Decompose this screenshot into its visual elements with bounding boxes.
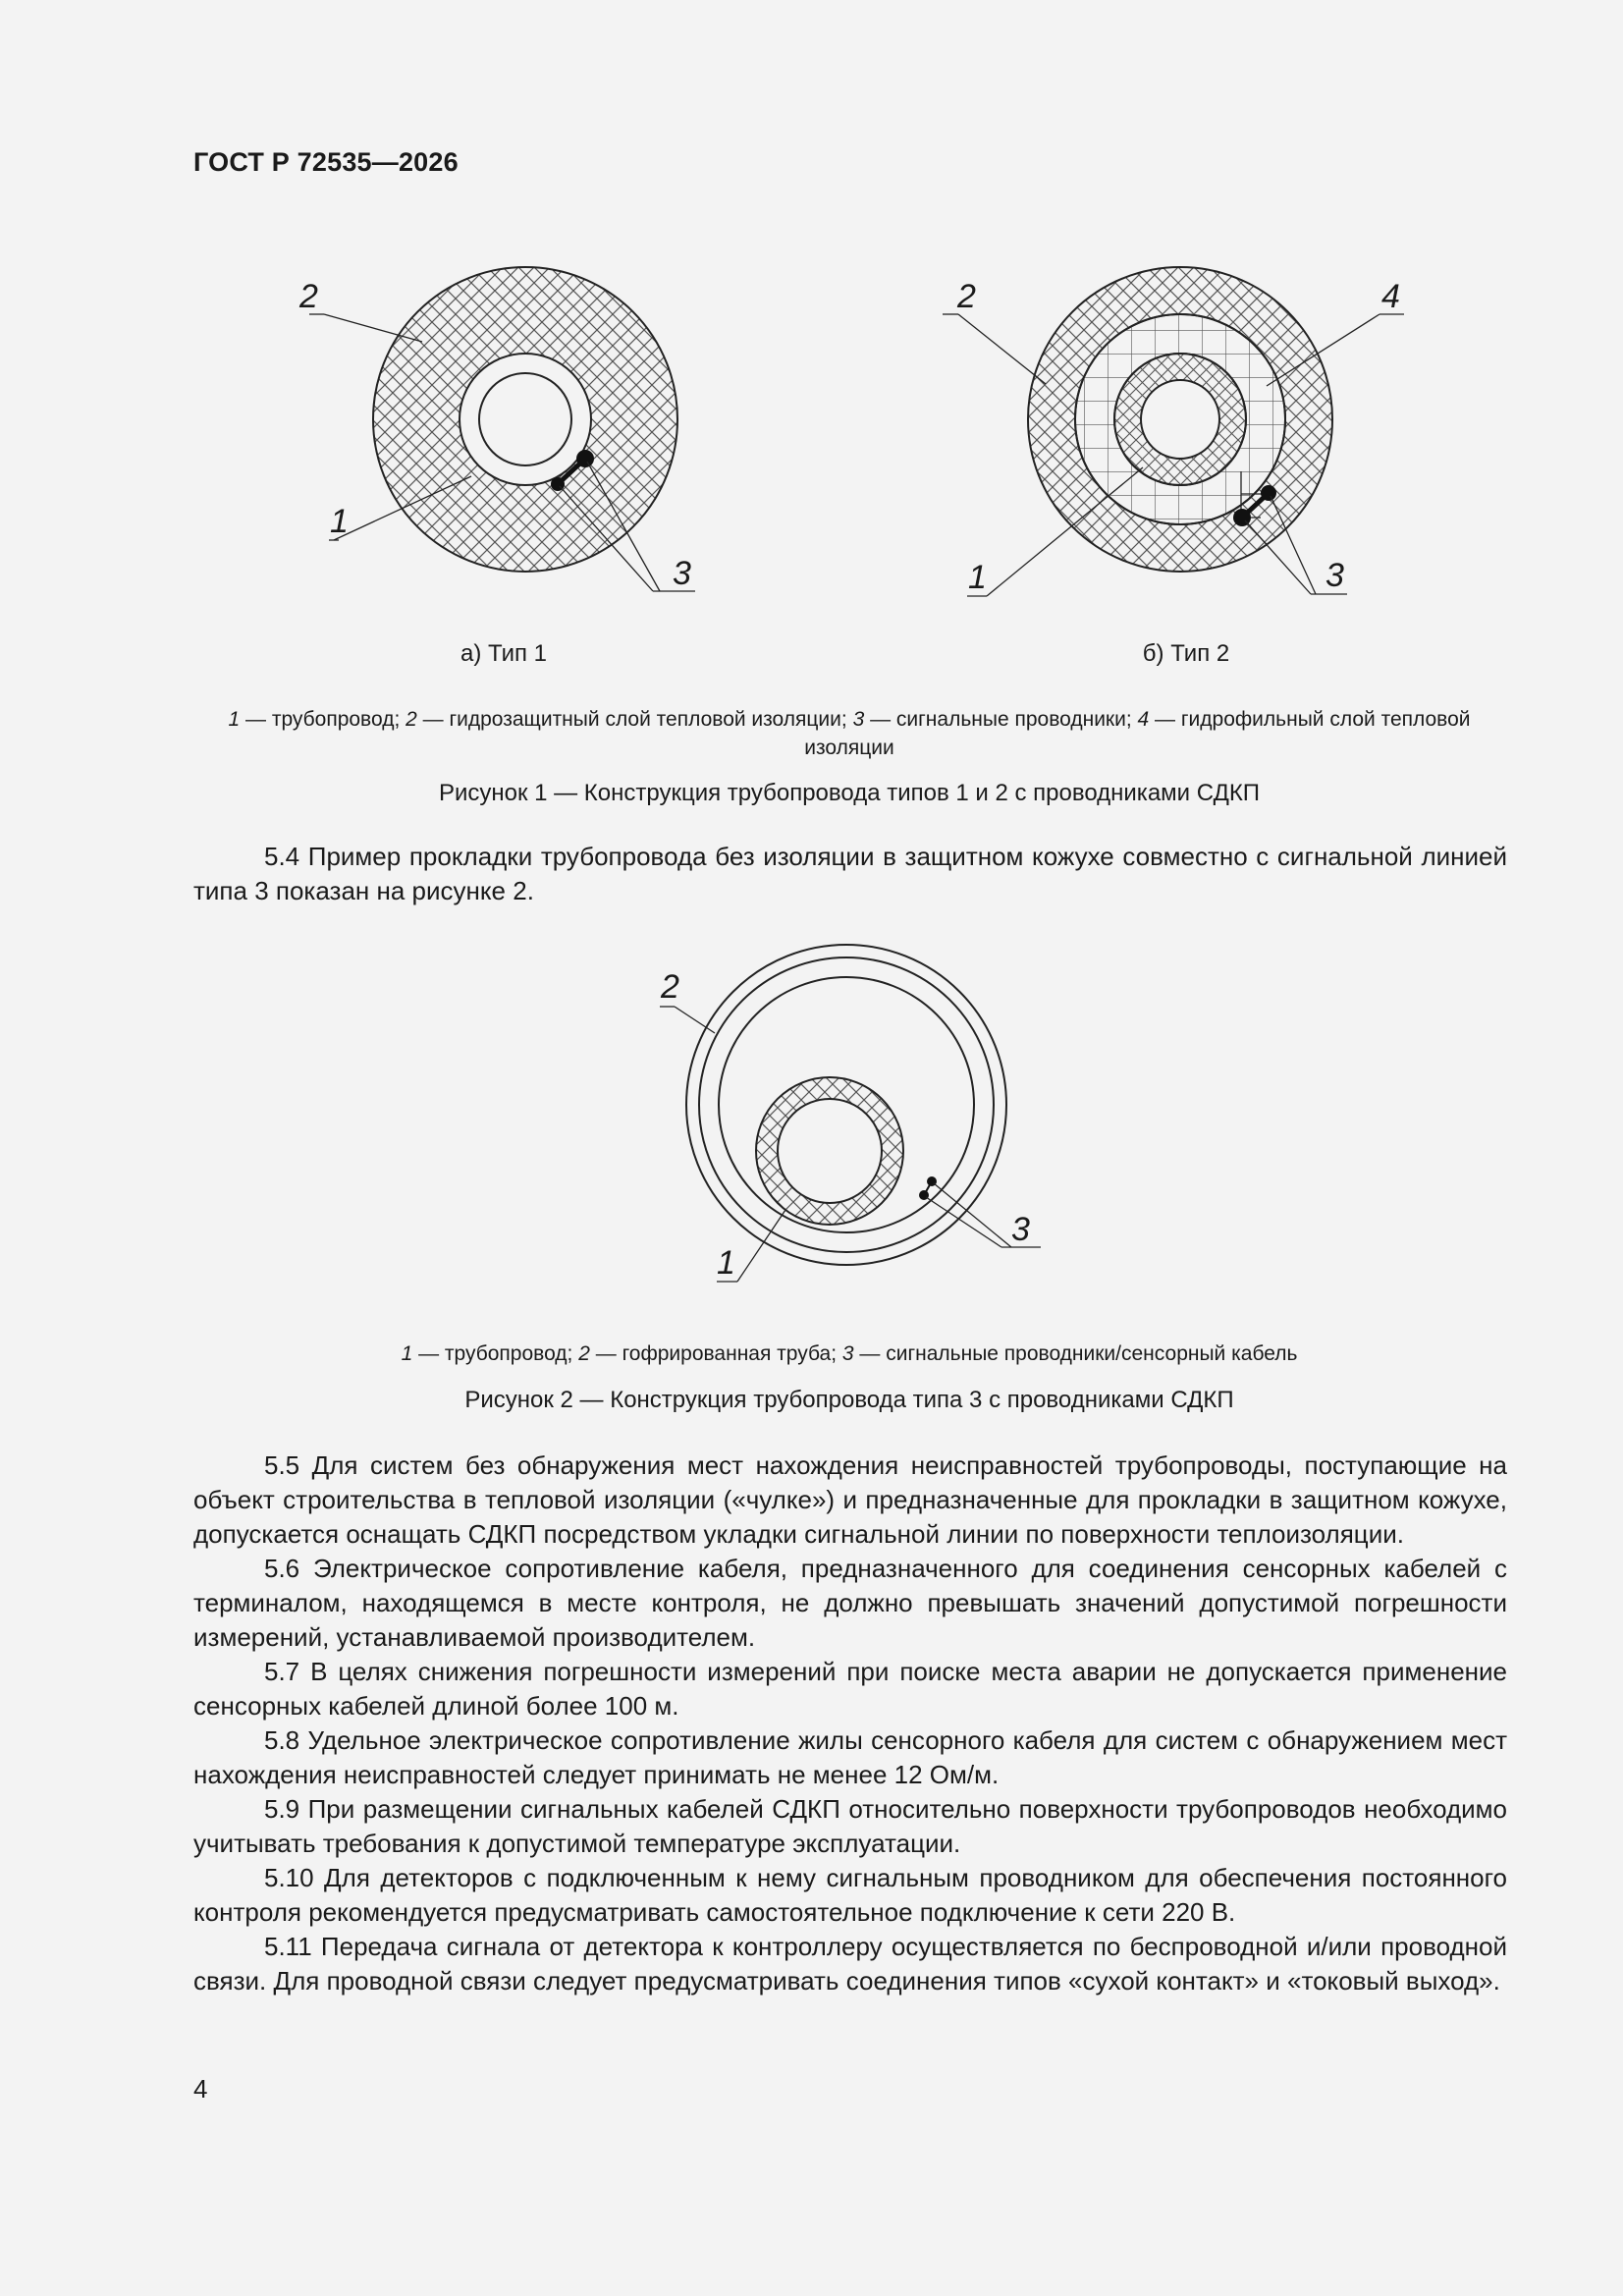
legend-num: 4	[1137, 708, 1150, 731]
legend-num: 3	[852, 708, 865, 731]
fig1b-label-4: 4	[1381, 278, 1400, 315]
legend-text: — гидрозащитный слой тепловой изоляции;	[416, 708, 853, 731]
figure-1-caption: Рисунок 1 — Конструкция трубопровода типов 1 и 2 с проводниками СДКП	[438, 780, 1261, 806]
legend-text: — сигнальные проводники;	[864, 708, 1138, 731]
legend-text: — трубопровод;	[240, 708, 406, 731]
fig1b-label-3: 3	[1325, 557, 1344, 594]
fig1a-sublabel: а) Тип 1	[460, 640, 548, 667]
figure-1-legend	[187, 705, 1512, 762]
fig1b-sublabel: б) Тип 2	[1142, 640, 1230, 667]
document-header: ГОСТ Р 72535—2026	[193, 147, 459, 177]
figure-2-caption: Рисунок 2 — Конструкция трубопровода типа 3 с проводниками СДКП	[464, 1387, 1234, 1413]
paragraph-5-11: 5.11 Передача сигнала от детектора к контроллеру осуществляется по беспроводной и/или проводной связи. Для проводной связи следует предусматривать соединения типов «сухой контакт» и «токовый выход».	[193, 1932, 1507, 1995]
paragraph-5-9: 5.9 При размещении сигнальных кабелей СДКП относительно поверхности трубопроводов необходимо учитывать требования к допустимой температуре эксплуатации.	[193, 1794, 1507, 1858]
fig2-label-3: 3	[1011, 1211, 1030, 1248]
pipe-type1-diagram	[298, 267, 695, 592]
fig1a-label-3: 3	[673, 555, 691, 592]
pipe-type2-diagram	[943, 267, 1404, 596]
paragraph-5-4: 5.4 Пример прокладки трубопровода без изоляции в защитном кожухе совместно с сигнальной линией типа 3 показан на рисунке 2.	[193, 842, 1507, 905]
legend-text: — сигнальные проводники/сенсорный кабель	[853, 1342, 1298, 1365]
fig2-label-1: 1	[717, 1244, 735, 1282]
paragraph-5-5: 5.5 Для систем без обнаружения мест нахождения неисправностей трубопроводы, поступающие на объект строительства в тепловой изоляции («чулке») и предназначенные для прокладки в защитном кожухе, допускается оснащать СДКП посредством укладки сигнальной линии по поверхности теплоизоляции.	[193, 1450, 1507, 1549]
figure-2-legend	[187, 1339, 1512, 1368]
paragraph-5-6: 5.6 Электрическое сопротивление кабеля, предназначенного для соединения сенсорных кабелей с терминалом, находящемся в месте контроля, не должно превышать значений допустимой погрешности измерений, устанавливаемой производителем.	[193, 1554, 1507, 1652]
fig1a-label-1: 1	[330, 503, 349, 540]
fig1b-label-1: 1	[968, 559, 987, 596]
legend-num: 2	[406, 708, 417, 731]
body-text	[193, 1449, 1507, 1998]
figure-2-diagram	[0, 943, 1623, 1316]
paragraph-5-7: 5.7 В целях снижения погрешности измерений при поиске места аварии не допускается применение сенсорных кабелей длиной более 100 м.	[193, 1657, 1507, 1721]
legend-text: — гидрофильный слой тепловой изоляции	[804, 708, 1471, 759]
legend-num: 1	[401, 1342, 413, 1365]
legend-num: 3	[841, 1342, 854, 1365]
legend-num: 1	[228, 708, 241, 731]
page-number: 4	[193, 2074, 208, 2104]
legend-num: 2	[578, 1342, 590, 1365]
fig1a-label-2: 2	[299, 278, 318, 315]
legend-text: — трубопровод;	[412, 1342, 579, 1365]
fig2-label-2: 2	[661, 968, 679, 1006]
figure-1-diagrams	[0, 236, 1623, 629]
paragraph-5-10: 5.10 Для детекторов с подключенным к нему сигнальным проводником для обеспечения постоянного контроля рекомендуется предусматривать самостоятельное подключение к сети 220 В.	[193, 1863, 1507, 1927]
fig1b-label-2: 2	[957, 278, 976, 315]
legend-text: — гофрированная труба;	[589, 1342, 842, 1365]
paragraph-5-8: 5.8 Удельное электрическое сопротивление жилы сенсорного кабеля для систем с обнаружением мест нахождения неисправностей следует принимать не менее 12 Ом/м.	[193, 1725, 1507, 1789]
